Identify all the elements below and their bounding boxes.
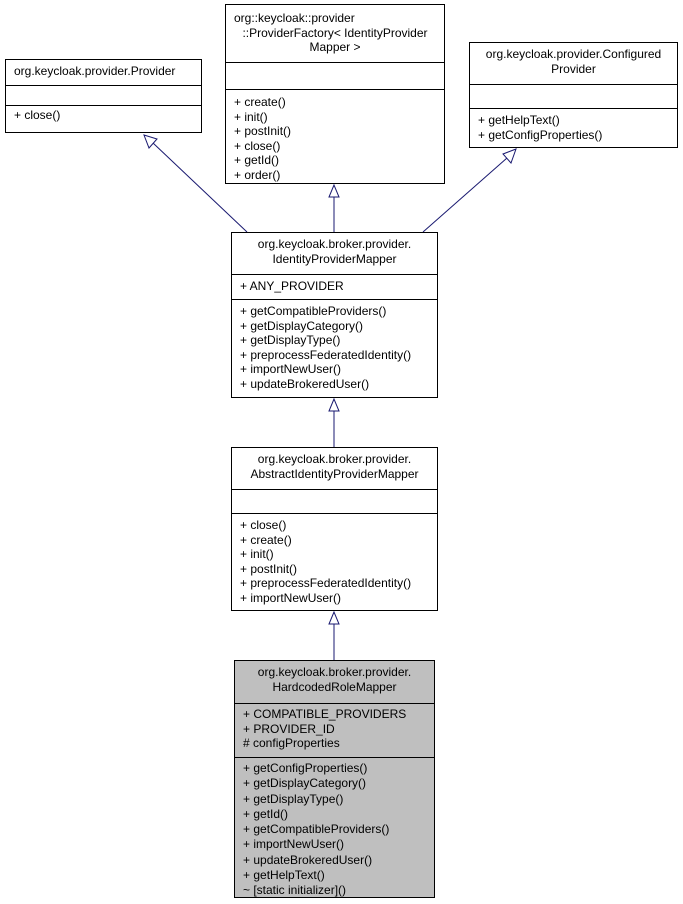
method: + getHelpText() [478, 113, 560, 127]
class-provider-factory[interactable] [225, 4, 445, 184]
class-name-line: org.keycloak.provider.Configured [485, 47, 662, 61]
arrowhead-idp-mapper [329, 399, 339, 411]
class-provider[interactable] [5, 59, 202, 133]
attributes-section [226, 62, 444, 89]
class-name [470, 43, 677, 84]
class-identity-provider-mapper[interactable] [231, 232, 438, 398]
method: + importNewUser() [240, 362, 342, 376]
method: + close() [234, 138, 281, 153]
attribute: + COMPATIBLE_PROVIDERS [243, 707, 407, 721]
attribute: + ANY_PROVIDER [240, 279, 344, 293]
method: + getConfigProperties() [243, 761, 368, 775]
arrowhead-abstract [329, 612, 339, 624]
class-name-line: org.keycloak.broker.provider. [257, 665, 412, 679]
class-name-line: ::ProviderFactory< IdentityProvider [242, 25, 428, 40]
arrowhead-factory [329, 185, 339, 197]
class-name-line: HardcodedRoleMapper [272, 679, 397, 694]
method: + close() [14, 108, 61, 122]
method: + getCompatibleProviders() [240, 304, 387, 318]
method: + getDisplayCategory() [243, 776, 367, 791]
method: + create() [234, 95, 286, 109]
method: + order() [234, 167, 281, 182]
method: + postInit() [240, 561, 298, 576]
class-name [226, 5, 444, 62]
method: + importNewUser() [240, 590, 342, 605]
attributes-section [232, 274, 437, 299]
method: + importNewUser() [243, 837, 345, 852]
class-configured-provider[interactable] [469, 42, 678, 148]
method: + preprocessFederatedIdentity() [240, 347, 412, 362]
method: + getConfigProperties() [478, 127, 603, 142]
method: + getCompatibleProviders() [243, 822, 390, 837]
attributes-section [232, 489, 437, 513]
method: + create() [240, 532, 292, 547]
method: + getDisplayType() [243, 791, 344, 806]
method: + close() [240, 518, 287, 532]
methods-section [232, 513, 437, 608]
class-name-line: org::keycloak::provider [234, 11, 355, 25]
class-name-line: IdentityProviderMapper [272, 251, 397, 266]
method: + getHelpText() [243, 868, 325, 883]
method: + init() [234, 109, 268, 124]
methods-section [232, 299, 437, 394]
arrowhead-provider [144, 135, 157, 148]
method: + getDisplayType() [240, 333, 341, 347]
method: ~ [static initializer]() [243, 883, 347, 898]
method: + updateBrokeredUser() [243, 852, 373, 867]
method: + updateBrokeredUser() [240, 376, 370, 391]
method: + init() [240, 547, 274, 561]
method: + getDisplayCategory() [240, 318, 364, 333]
methods-section [470, 108, 677, 145]
method: + postInit() [234, 124, 292, 138]
class-name-line: org.keycloak.broker.provider. [257, 452, 412, 466]
attributes-section [6, 85, 201, 105]
class-name [232, 233, 437, 274]
class-name-line: Provider [551, 61, 596, 76]
class-abstract-identity-provider-mapper[interactable] [231, 447, 438, 611]
attributes-section [235, 703, 434, 757]
method: + getId() [234, 153, 280, 167]
class-name-line: Mapper > [309, 40, 361, 54]
methods-section [226, 89, 444, 185]
class-name-line: AbstractIdentityProviderMapper [250, 466, 419, 481]
class-hardcoded-role-mapper[interactable] [234, 660, 435, 898]
attribute: + PROVIDER_ID [243, 721, 335, 736]
class-name [6, 60, 201, 85]
method: + getId() [243, 806, 289, 821]
class-name [232, 448, 437, 489]
attributes-section [470, 84, 677, 108]
class-name-line: org.keycloak.broker.provider. [257, 237, 412, 251]
methods-section [235, 757, 434, 902]
attribute: # configProperties [243, 736, 340, 750]
class-name [235, 661, 434, 703]
arrowhead-configured [503, 149, 516, 163]
method: + preprocessFederatedIdentity() [240, 576, 412, 590]
class-name-line: org.keycloak.provider.Provider [14, 64, 176, 78]
methods-section [6, 105, 201, 126]
